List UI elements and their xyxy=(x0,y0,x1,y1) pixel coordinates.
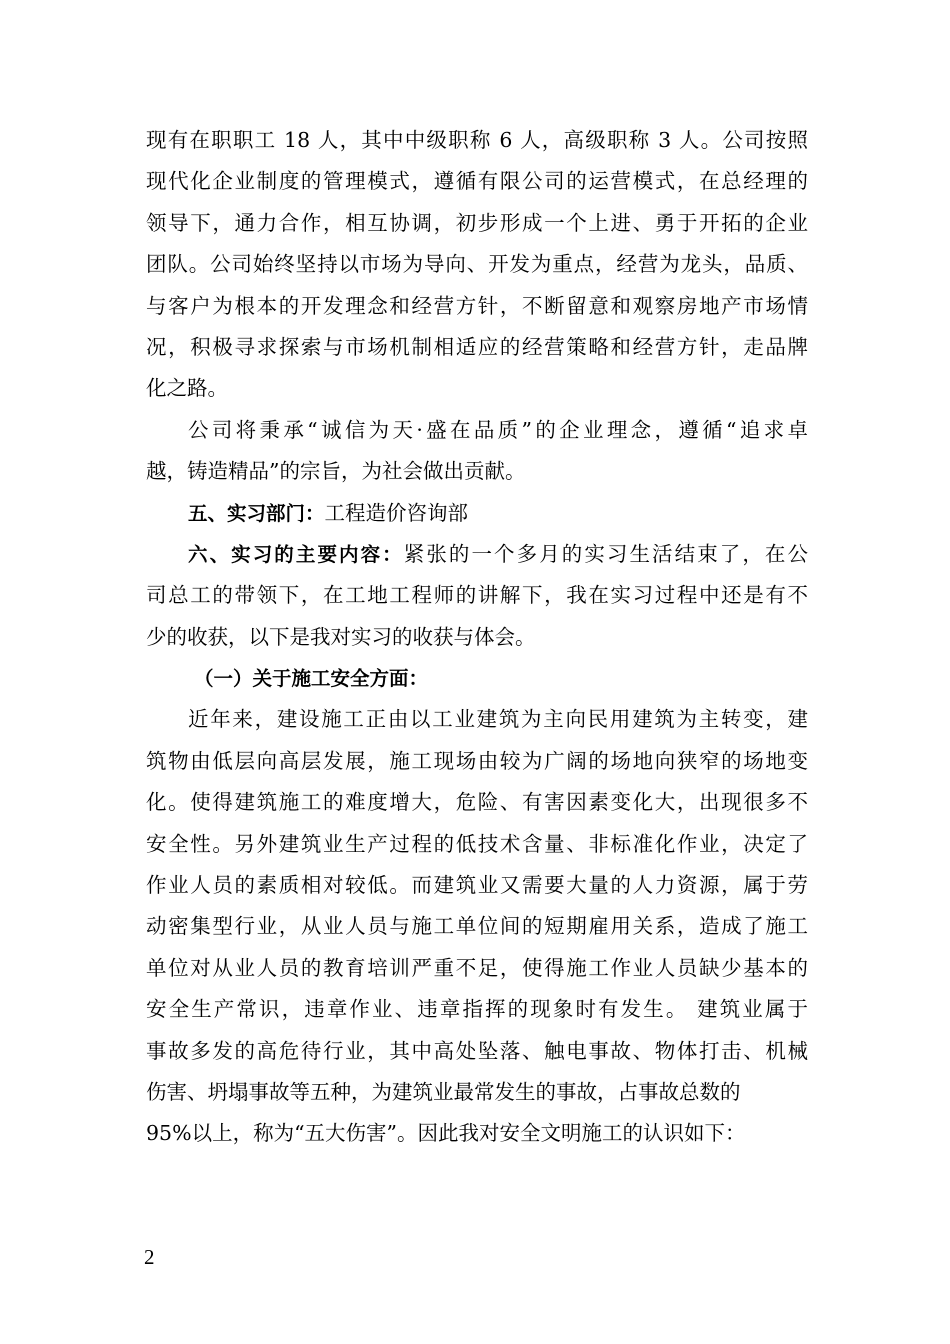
subsection-heading: （一）关于施工安全方面： xyxy=(194,667,429,691)
paragraph-line: 近年来，建设施工正由以工业建筑为主向民用建筑为主转变，建 xyxy=(188,707,808,732)
paragraph-line: 化之路。 xyxy=(146,376,228,401)
paragraph-line: 伤害、坍塌事故等五种，为建筑业最常发生的事故，占事故总数的 xyxy=(146,1079,741,1104)
paragraph-line: 况，积极寻求探索与市场机制相适应的经营策略和经营方针，走品牌 xyxy=(146,334,808,359)
paragraph-line: 现代化企业制度的管理模式，遵循有限公司的运营模式，在总经理的 xyxy=(146,169,808,194)
document-body xyxy=(146,120,808,1155)
paragraph-line: 作业人员的素质相对较低。而建筑业又需要大量的人力资源，属于劳 xyxy=(146,873,808,898)
paragraph-line: 现有在职职工 18 人，其中中级职称 6 人，高级职称 3 人。公司按照 xyxy=(146,128,808,152)
paragraph-line: 安全生产常识，违章作业、违章指挥的现象时有发生。 建筑业属于 xyxy=(146,997,808,1022)
section-heading-content xyxy=(146,534,808,575)
paragraph-line: 事故多发的高危待行业，其中高处坠落、触电事故、物体打击、机械 xyxy=(146,1038,808,1063)
paragraph-line: 团队。公司始终坚持以市场为导向、开发为重点，经营为龙头，品质、 xyxy=(146,252,808,277)
paragraph-line: 安全性。另外建筑业生产过程的低技术含量、非标准化作业，决定了 xyxy=(146,831,808,856)
paragraph-line: 动密集型行业，从业人员与施工单位间的短期雇用关系，造成了施工 xyxy=(146,914,808,939)
paragraph-line: 95%以上，称为“五大伤害”。因此我对安全文明施工的认识如下： xyxy=(146,1121,746,1146)
paragraph-line: 司总工的带领下，在工地工程师的讲解下，我在实习过程中还是有不 xyxy=(146,583,808,608)
paragraph-line: 化。使得建筑施工的难度增大，危险、有害因素变化大，出现很多不 xyxy=(146,790,808,815)
paragraph-line: 越，铸造精品”的宗旨，为社会做出贡献。 xyxy=(146,459,526,484)
section-heading-department xyxy=(146,493,808,534)
paragraph-line: 公司将秉承“诚信为天·盛在品质”的企业理念，遵循“追求卓 xyxy=(188,417,808,442)
paragraph-line: 单位对从业人员的教育培训严重不足，使得施工作业人员缺少基本的 xyxy=(146,955,808,980)
section-text: 紧张的一个多月的实习生活结束了，在公 xyxy=(403,541,808,566)
page-number: 2 xyxy=(144,1245,155,1269)
section-value: 工程造价咨询部 xyxy=(324,500,469,525)
section-label: 六、实习的主要内容： xyxy=(188,542,404,566)
paragraph-line: 少的收获，以下是我对实习的收获与体会。 xyxy=(146,624,536,649)
paragraph-line: 与客户为根本的开发理念和经营方针，不断留意和观察房地产市场情 xyxy=(146,293,808,318)
section-label: 五、实习部门： xyxy=(188,501,325,525)
paragraph-line: 领导下，通力合作，相互协调，初步形成一个上进、勇于开拓的企业 xyxy=(146,210,808,235)
paragraph-line: 筑物由低层向高层发展，施工现场由较为广阔的场地向狭窄的场地变 xyxy=(146,748,808,773)
